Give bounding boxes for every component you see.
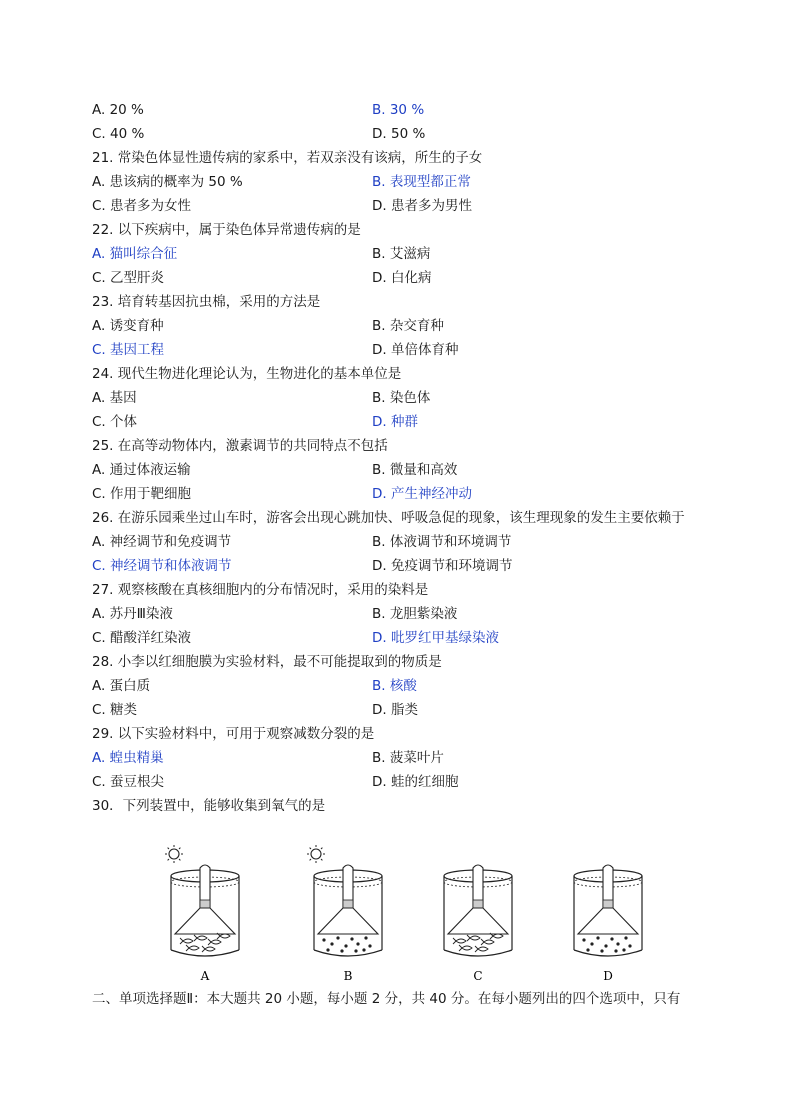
q29-option-a: A. 蝗虫精巢 — [92, 750, 164, 766]
apparatus-label-a: A — [200, 969, 210, 983]
apparatus-label-d: D — [603, 969, 613, 983]
q21-option-b: B. 表现型都正常 — [372, 174, 471, 190]
q20-option-c: C. 40 % — [92, 126, 145, 142]
q28-option-a: A. 蛋白质 — [92, 678, 151, 694]
q21-option-c: C. 患者多为女性 — [92, 198, 192, 214]
q20-option-b: B. 30 % — [372, 102, 425, 118]
q22-option-d: D. 白化病 — [372, 270, 432, 286]
q20-option-a: A. 20 % — [92, 102, 144, 118]
q21-option-d: D. 患者多为男性 — [372, 198, 472, 214]
q21-stem: 21. 常染色体显性遗传病的家系中，若双亲没有该病，所生的子女 — [92, 150, 483, 166]
q22-stem: 22. 以下疾病中，属于染色体异常遗传病的是 — [92, 222, 361, 238]
plant-dots-icon — [322, 936, 371, 952]
q25-option-d: D. 产生神经冲动 — [372, 486, 472, 502]
q27-option-d: D. 吡罗红甲基绿染液 — [372, 630, 499, 646]
q27-option-c: C. 醋酸洋红染液 — [92, 630, 192, 646]
q24-option-c: C. 个体 — [92, 414, 138, 430]
q23-option-d: D. 单倍体育种 — [372, 342, 459, 358]
q24-stem: 24. 现代生物进化理论认为，生物进化的基本单位是 — [92, 366, 402, 382]
q24-option-b: B. 染色体 — [372, 390, 431, 406]
apparatus-c — [444, 865, 512, 983]
q23-stem: 23. 培育转基因抗虫棉，采用的方法是 — [92, 294, 321, 310]
q21-option-a: A. 患该病的概率为 50 % — [92, 174, 243, 190]
sun-icon — [307, 845, 325, 863]
apparatus-label-b: B — [343, 969, 353, 983]
q28-stem: 28. 小李以红细胞膜为实验材料，最不可能提取到的物质是 — [92, 654, 442, 670]
fish-icon — [453, 933, 503, 952]
q27-option-a: A. 苏丹Ⅲ染液 — [92, 606, 173, 622]
q28-option-c: C. 糖类 — [92, 702, 138, 718]
q27-option-b: B. 龙胆紫染液 — [372, 606, 458, 622]
q26-option-a: A. 神经调节和免疫调节 — [92, 534, 232, 550]
apparatus-d — [574, 865, 642, 983]
apparatus-a — [165, 845, 239, 983]
q28-option-b: B. 核酸 — [372, 678, 417, 694]
q25-option-c: C. 作用于靶细胞 — [92, 486, 192, 502]
apparatus-b — [307, 845, 382, 983]
fish-icon — [180, 933, 230, 952]
q24-option-a: A. 基因 — [92, 390, 137, 406]
q29-option-c: C. 蚕豆根尖 — [92, 774, 165, 790]
sun-icon — [165, 845, 183, 863]
q27-stem: 27. 观察核酸在真核细胞内的分布情况时，采用的染料是 — [92, 582, 429, 598]
q25-stem: 25. 在高等动物体内，激素调节的共同特点不包括 — [92, 438, 388, 454]
q22-option-c: C. 乙型肝炎 — [92, 270, 165, 286]
apparatus-label-c: C — [473, 969, 483, 983]
q26-stem: 26. 在游乐园乘坐过山车时，游客会出现心跳加快、呼吸急促的现象，该生理现象的发生主要依赖于 — [92, 510, 685, 526]
q25-option-b: B. 微量和高效 — [372, 462, 458, 478]
q23-option-a: A. 诱变育种 — [92, 318, 164, 334]
q26-option-b: B. 体液调节和环境调节 — [372, 534, 512, 550]
q22-option-a: A. 猫叫综合征 — [92, 246, 178, 262]
q23-option-c: C. 基因工程 — [92, 342, 165, 358]
q29-stem: 29. 以下实验材料中，可用于观察减数分裂的是 — [92, 726, 375, 742]
q30-stem: 30．下列装置中，能够收集到氧气的是 — [92, 798, 326, 814]
section-two-heading: 二、单项选择题Ⅱ：本大题共 20 小题，每小题 2 分，共 40 分。在每小题列出的四个选项中，只有 — [92, 991, 681, 1007]
oxygen-apparatus-figure — [150, 838, 660, 988]
q26-option-c: C. 神经调节和体液调节 — [92, 558, 232, 574]
q23-option-b: B. 杂交育种 — [372, 318, 444, 334]
q20-option-d: D. 50 % — [372, 126, 426, 142]
q26-option-d: D. 免疫调节和环境调节 — [372, 558, 513, 574]
q25-option-a: A. 通过体液运输 — [92, 462, 191, 478]
q24-option-d: D. 种群 — [372, 414, 418, 430]
plant-dots-icon — [582, 936, 631, 952]
q29-option-b: B. 菠菜叶片 — [372, 750, 444, 766]
q28-option-d: D. 脂类 — [372, 702, 418, 718]
q29-option-d: D. 蛙的红细胞 — [372, 774, 459, 790]
q22-option-b: B. 艾滋病 — [372, 246, 431, 262]
